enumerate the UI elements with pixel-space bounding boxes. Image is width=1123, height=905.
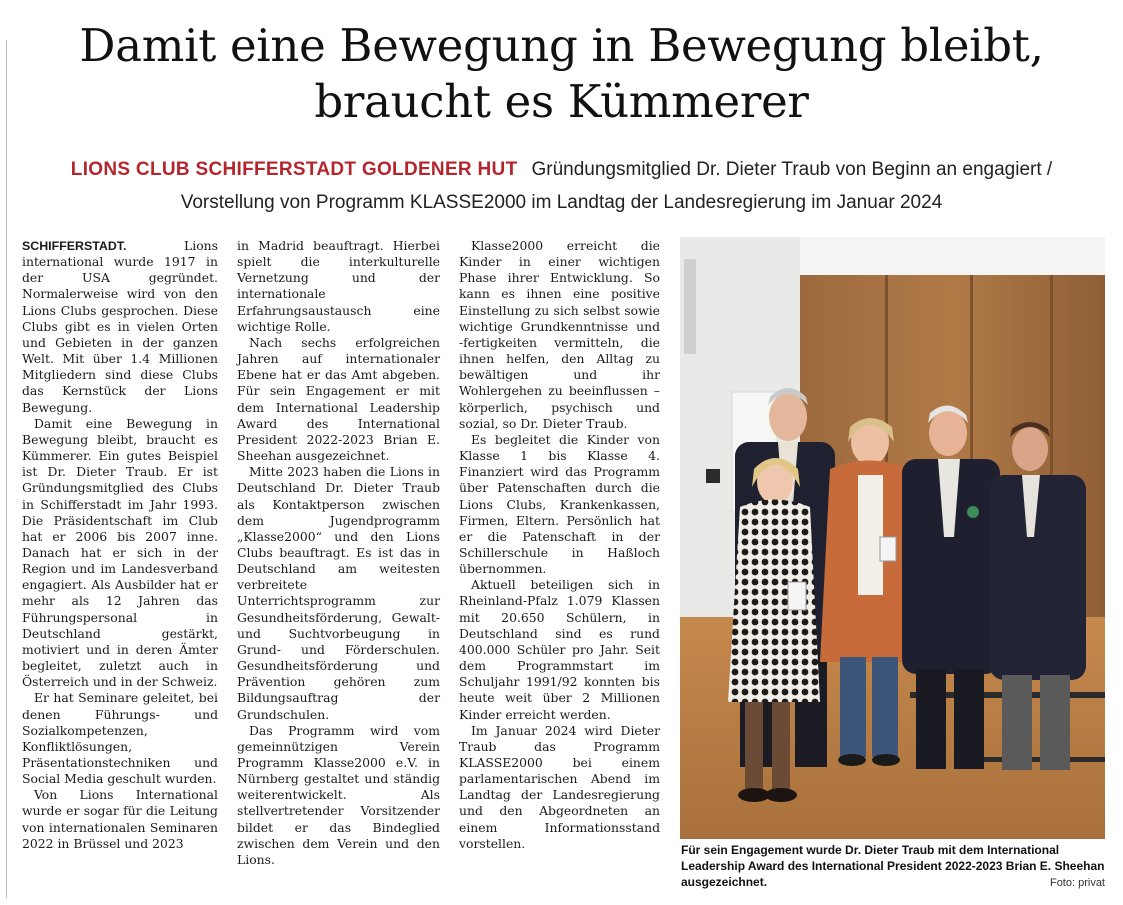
article-column-3 [459,238,660,852]
photo-illustration [680,237,1105,839]
headline-line-2: braucht es Kümmerer [314,75,809,128]
photo-caption: Für sein Engagement wurde Dr. Dieter Traub mit dem International Leadership Award des International President 2022-2023 Brian E. Sheehan ausgezeichnet. [681,843,1105,889]
headline-line-1: Damit eine Bewegung in Bewegung bleibt, [79,19,1044,72]
dateline: SCHIFFERSTADT. [22,239,127,253]
subhead-line-2: Vorstellung von Programm KLASSE2000 im Landtag der Landesregierung im Januar 2024 [180,192,943,213]
paragraph: Klasse2000 erreicht die Kinder in einer wichtigen Phase ihrer Entwicklung. So kann es ihnen eine positive Einstellung zu sich selbst sowie wichtige Grundkenntnisse und -fertigkeiten vermitteln, die ihnen helfen, den Alltag zu bewältigen und ihr Wohlergehen zu beeinflussen – körperlich, psychisch und sozial, so Dr. Dieter Traub. [459,238,660,431]
kicker: LIONS CLUB SCHIFFERSTADT GOLDENER HUT [70,159,518,180]
paragraph: Es begleitet die Kinder von Klasse 1 bis Klasse 4. Finanziert wird das Programm über Patenschaften durch die Lions Clubs, Krankenkassen, Firmen, Eltern. Persönlich hat er die Patenschaft in der Schillerschule in Haßloch übernommen. [459,431,660,577]
paragraph: Im Januar 2024 wird Dieter Traub das Programm KLASSE2000 bei einem parlamentarischen Abend im Landtag der Landesregierung und den Abgeordneten an einem Informationsstand vorstellen. [459,722,660,851]
paragraph: Mitte 2023 haben die Lions in Deutschland Dr. Dieter Traub als Kontaktperson zwischen dem Jugendprogramm „Klasse2000“ und den Lions Clubs beauftragt. Es ist das in Deutschland am weitesten verbreitete Unterrichtsprogramm zur Gesundheitsförderung, Gewalt- und Suchtvorbeugung in Grund- und Förderschulen. Gesundheitsförderung und Prävention gehören zum Bildungsauftrag der Grundschulen. [237,464,440,722]
photo-credit: Foto: privat [1049,877,1105,889]
paragraph: Er hat Seminare geleitet, bei denen Führungs- und Sozialkompetenzen, Konfliktlösungen, Präsentationstechniken und Social Media geschult wurden. [22,690,218,787]
paragraph: Nach sechs erfolgreichen Jahren auf internationaler Ebene hat er das Amt abgeben. Für sein Engagement er mit dem International Leadership Award des International President 2022-2023 Brian E. Sheehan ausgezeichnet. [237,334,440,464]
subhead-text-1: Gründungsmitglied Dr. Dieter Traub von Beginn an engagiert / [531,159,1053,180]
paragraph: Von Lions International wurde er sogar für die Leitung von internationalen Seminaren 2022 in Brüssel und 2023 [22,787,218,851]
paragraph: Das Programm wird vom gemeinnützigen Verein Programm Klasse2000 e.V. in Nürnberg gestaltet und ständig weiterentwickelt. Als stellvertretender Vorsitzender bildet er das Bindeglied zwischen dem Verein und den Lions. [237,722,440,867]
article-column-1 [22,238,218,852]
paragraph: SCHIFFERSTADT. Lions international wurde 1917 in der USA gegründet. Normalerweise wird von den Lions Clubs gesprochen. Diese Clubs gibt es in vielen Orten und Gebieten in der ganzen Welt. Mit über 1.4 Millionen Mitgliedern sind diese Clubs das Kernstück der Lions Bewegung. [22,238,218,415]
group-photo [680,237,1105,839]
subhead-line-1 [0,157,1123,183]
headline [0,18,1123,130]
article-column-2 [237,238,440,868]
paragraph: Aktuell beteiligen sich in Rheinland-Pfalz 1.079 Klassen mit 20.650 Schülern, in Deutschland sind es rund 400.000 Schüler pro Jahr. Seit dem Programmstart im Schuljahr 1991/92 konnten bis heute weit über 2 Millionen Kinder erreicht werden. [459,577,660,722]
paragraph: in Madrid beauftragt. Hierbei spielt die interkulturelle Vernetzung und der internationale Erfahrungsaustausch eine wichtige Rolle. [237,238,440,334]
paragraph: Damit eine Bewegung in Bewegung bleibt, braucht es Kümmerer. Ein gutes Beispiel ist Dr. Dieter Traub. Er ist Gründungsmitglied des Clubs in Schifferstadt im Jahr 1993. Die Präsidentschaft im Club hat er 2006 bis 2007 inne. Danach hat er sich in der Region und im Landesverband engagiert. Als Ausbilder hat er mehr als 12 Jahren das Führungspersonal in Deutschland gestärkt, motiviert und in deren Ämter begleitet, zuletzt auch in Österreich und in der Schweiz. [22,415,218,690]
